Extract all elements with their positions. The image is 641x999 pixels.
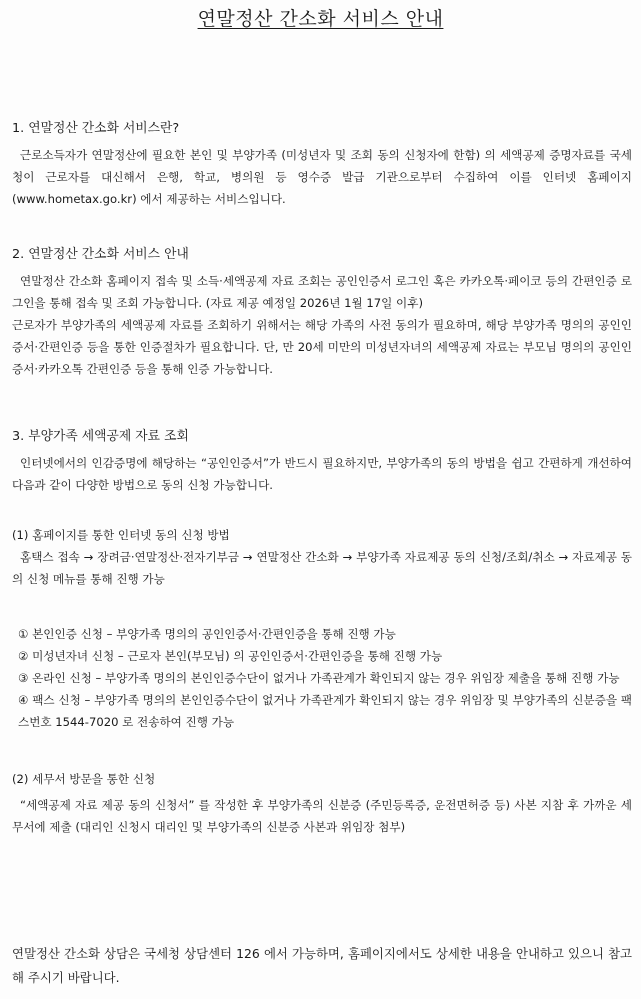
method-list bbox=[12, 623, 632, 733]
footer-text: 연말정산 간소화 상담은 국세청 상담센터 126 에서 가능하며, 홈페이지에서도 상세한 내용을 안내하고 있으니 참고해 주시기 바랍니다. bbox=[12, 946, 632, 985]
subsection-2-heading: (2) 세무서 방문을 통한 신청 bbox=[12, 772, 156, 786]
section-2-heading: 2. 연말정산 간소화 서비스 안내 bbox=[12, 247, 189, 262]
section-2-paragraph-2: 근로자가 부양가족의 세액공제 자료를 조회하기 위해서는 해당 가족의 사전 동의가 필요하며, 해당 부양가족 명의의 공인인증서·간편인증 등을 통한 인증절차가 필요합니다. 단, 만 20세 미만의 미성년자녀의 세액공제 자료는 부모님 명의의 공인인증서·카카오톡 간편인증 등을 통해 인증 가능합니다. bbox=[12, 318, 632, 376]
subsection-2-body: “세액공제 자료 제공 동의 신청서” 를 작성한 후 부양가족의 신분증 (주민등록증, 운전면허증 등) 사본 지참 후 가까운 세무서에 제출 (대리인 신청시 대리인 및 부양가족의 신분증 사본과 위임장 첨부) bbox=[12, 798, 632, 834]
section-1-body: 근로소득자가 연말정산에 필요한 본인 및 부양가족 (미성년자 및 조회 동의 신청자에 한함) 의 세액공제 증명자료를 국세청이 근로자를 대신해서 은행, 학교, 병의원 등 영수증 발급 기관으로부터 수집하여 이를 인터넷 홈페이지 (www.hometax.go.kr) 에서 제공하는 서비스입니다. bbox=[12, 148, 632, 206]
list-item: ④ 팩스 신청 – 부양가족 명의의 본인인증수단이 없거나 가족관계가 확인되지 않는 경우 위임장 및 부양가족의 신분증을 팩스번호 1544-7020 로 전송하여 진행 가능 bbox=[18, 693, 632, 729]
section-3 bbox=[12, 426, 632, 496]
subsection-1-heading: (1) 홈페이지를 통한 인터넷 동의 신청 방법 bbox=[12, 528, 230, 542]
subsection-2 bbox=[12, 768, 632, 838]
section-1-heading: 1. 연말정산 간소화 서비스란? bbox=[12, 121, 180, 136]
section-3-intro: 인터넷에서의 인감증명에 해당하는 “공인인증서”가 반드시 필요하지만, 부양가족의 동의 방법을 쉽고 간편하게 개선하여 다음과 같이 다양한 방법으로 동의 신청 가능합니다. bbox=[12, 456, 632, 492]
subsection-1 bbox=[12, 524, 632, 590]
section-2 bbox=[12, 244, 632, 380]
page-title: 연말정산 간소화 서비스 안내 bbox=[197, 8, 444, 30]
list-item: ② 미성년자녀 신청 – 근로자 본인(부모님) 의 공인인증서·간편인증을 통해 진행 가능 bbox=[18, 649, 443, 663]
section-1 bbox=[12, 118, 632, 210]
footer-note bbox=[12, 942, 632, 990]
section-3-heading: 3. 부양가족 세액공제 자료 조회 bbox=[12, 429, 189, 444]
subsection-1-path: 홈택스 접속 → 장려금·연말정산·전자기부금 → 연말정산 간소화 → 부양가족 자료제공 동의 신청/조회/취소 → 자료제공 동의 신청 메뉴를 통해 진행 가능 bbox=[12, 550, 632, 586]
list-item: ① 본인인증 신청 – 부양가족 명의의 공인인증서·간편인증을 통해 진행 가능 bbox=[18, 627, 396, 641]
list-item: ③ 온라인 신청 – 부양가족 명의의 본인인증수단이 없거나 가족관계가 확인되지 않는 경우 위임장 제출을 통해 진행 가능 bbox=[18, 671, 620, 685]
section-2-paragraph-1: 연말정산 간소화 홈페이지 접속 및 소득·세액공제 자료 조회는 공인인증서 로그인 혹은 카카오톡·페이코 등의 간편인증 로그인을 통해 접속 및 조회 가능합니다. (자료 제공 예정일 2026년 1월 17일 이후) bbox=[12, 274, 632, 310]
